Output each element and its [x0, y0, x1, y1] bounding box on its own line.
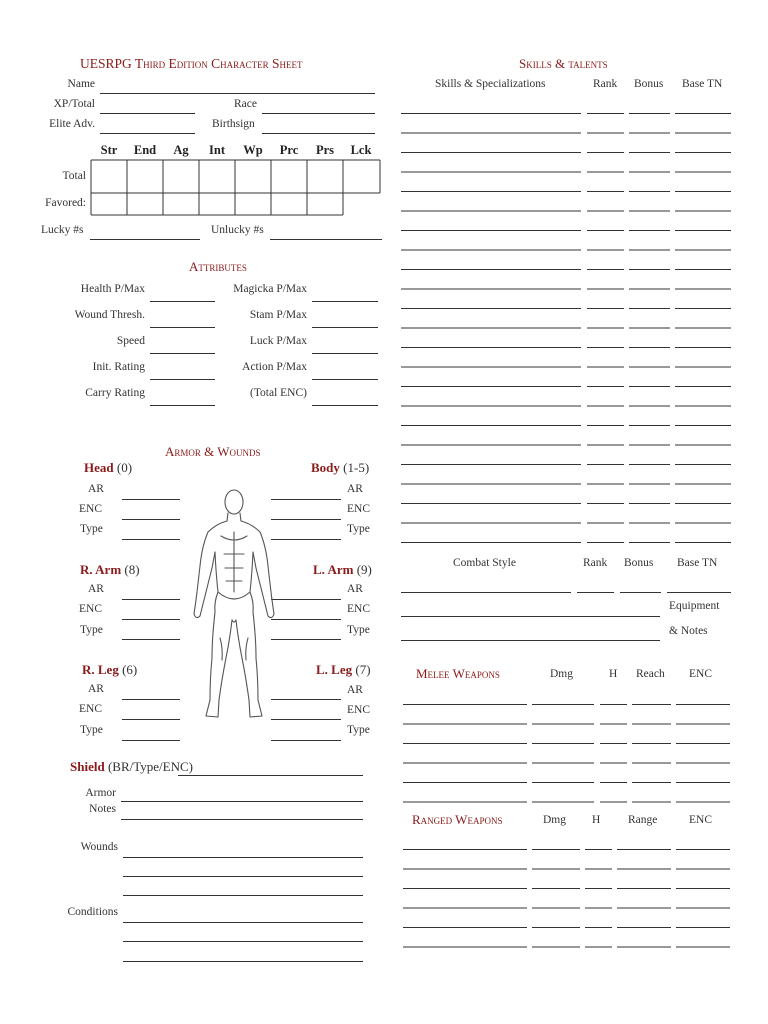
elite-label: Elite Adv.: [49, 118, 95, 130]
location-l-leg: L. Leg (7): [316, 662, 371, 677]
shield-label: Shield (BR/Type/ENC): [70, 759, 193, 774]
location-r-arm: R. Arm (8): [80, 562, 140, 577]
location-body: Body (1-5): [311, 460, 370, 475]
stat-ag: Ag: [173, 143, 189, 157]
col-bonus: Bonus: [634, 78, 664, 90]
ar-label: AR: [347, 684, 363, 696]
melee-h: H: [609, 668, 618, 680]
stat-lck: Lck: [350, 143, 372, 157]
attr-label: (Total ENC): [249, 387, 307, 399]
ar-label: AR: [347, 483, 363, 495]
ranged-h: H: [592, 814, 601, 826]
col-tn: Base TN: [682, 78, 723, 90]
armor-heading: Armor & Wounds: [165, 444, 261, 459]
ranged-dmg: Dmg: [543, 814, 566, 826]
melee-enc: ENC: [689, 668, 712, 680]
combat-style-label: Combat Style: [453, 557, 516, 569]
enc-label: ENC: [79, 503, 102, 515]
name-label: Name: [67, 78, 95, 90]
armor-notes-label-2: Notes: [89, 803, 116, 815]
attr-label: Stam P/Max: [249, 309, 307, 321]
type-label: Type: [347, 724, 370, 736]
notes-label: & Notes: [669, 625, 708, 637]
stat-prs: Prs: [315, 143, 335, 157]
enc-label: ENC: [347, 503, 370, 515]
enc-label: ENC: [79, 703, 102, 715]
attr-label: Action P/Max: [242, 361, 307, 373]
equipment-label: Equipment: [669, 600, 720, 612]
ranged-enc: ENC: [689, 814, 712, 826]
type-label: Type: [80, 523, 103, 535]
total-label: Total: [62, 170, 86, 182]
attr-label: Wound Thresh.: [74, 309, 145, 321]
favored-label: Favored:: [45, 197, 86, 209]
attr-label: Speed: [116, 335, 145, 347]
attr-label: Carry Rating: [85, 387, 145, 399]
lucky-label: Lucky #s: [41, 224, 84, 236]
attributes-heading: Attributes: [189, 259, 247, 274]
combat-tn-label: Base TN: [677, 557, 718, 569]
race-label: Race: [234, 98, 257, 110]
attr-label: Luck P/Max: [249, 335, 307, 347]
xp-label: XP/Total: [53, 98, 95, 110]
melee-reach: Reach: [636, 668, 665, 680]
birthsign-label: Birthsign: [212, 118, 255, 130]
type-label: Type: [80, 624, 103, 636]
ranged-heading: Ranged Weapons: [412, 812, 503, 827]
unlucky-label: Unlucky #s: [211, 224, 264, 236]
enc-label: ENC: [347, 603, 370, 615]
combat-rank-label: Rank: [583, 557, 608, 569]
armor-notes-label: Armor: [85, 787, 116, 799]
location-r-leg: R. Leg (6): [82, 662, 138, 677]
col-skill: Skills & Specializations: [435, 78, 546, 90]
stat-int: Int: [209, 143, 225, 157]
ar-label: AR: [88, 683, 104, 695]
stat-str: Str: [100, 143, 118, 157]
wounds-label: Wounds: [80, 841, 118, 853]
stat-end: End: [133, 143, 157, 157]
ranged-range: Range: [628, 814, 658, 826]
stat-prc: Prc: [279, 143, 299, 157]
location-head: Head (0): [84, 460, 133, 475]
ar-label: AR: [88, 483, 104, 495]
sheet-title: UESRPG Third Edition Character Sheet: [80, 56, 303, 71]
location-l-arm: L. Arm (9): [313, 562, 372, 577]
combat-bonus-label: Bonus: [624, 557, 654, 569]
skills-heading: Skills & talents: [519, 56, 608, 71]
type-label: Type: [347, 523, 370, 535]
enc-label: ENC: [79, 603, 102, 615]
ar-label: AR: [88, 583, 104, 595]
ar-label: AR: [347, 583, 363, 595]
melee-dmg: Dmg: [550, 668, 573, 680]
conditions-label: Conditions: [67, 906, 118, 918]
melee-heading: Melee Weapons: [416, 666, 500, 681]
type-label: Type: [80, 724, 103, 736]
attr-label: Magicka P/Max: [233, 283, 307, 295]
attr-label: Health P/Max: [80, 283, 145, 295]
stat-wp: Wp: [243, 143, 263, 157]
attr-label: Init. Rating: [92, 361, 145, 373]
col-rank: Rank: [593, 78, 618, 90]
enc-label: ENC: [347, 704, 370, 716]
type-label: Type: [347, 624, 370, 636]
